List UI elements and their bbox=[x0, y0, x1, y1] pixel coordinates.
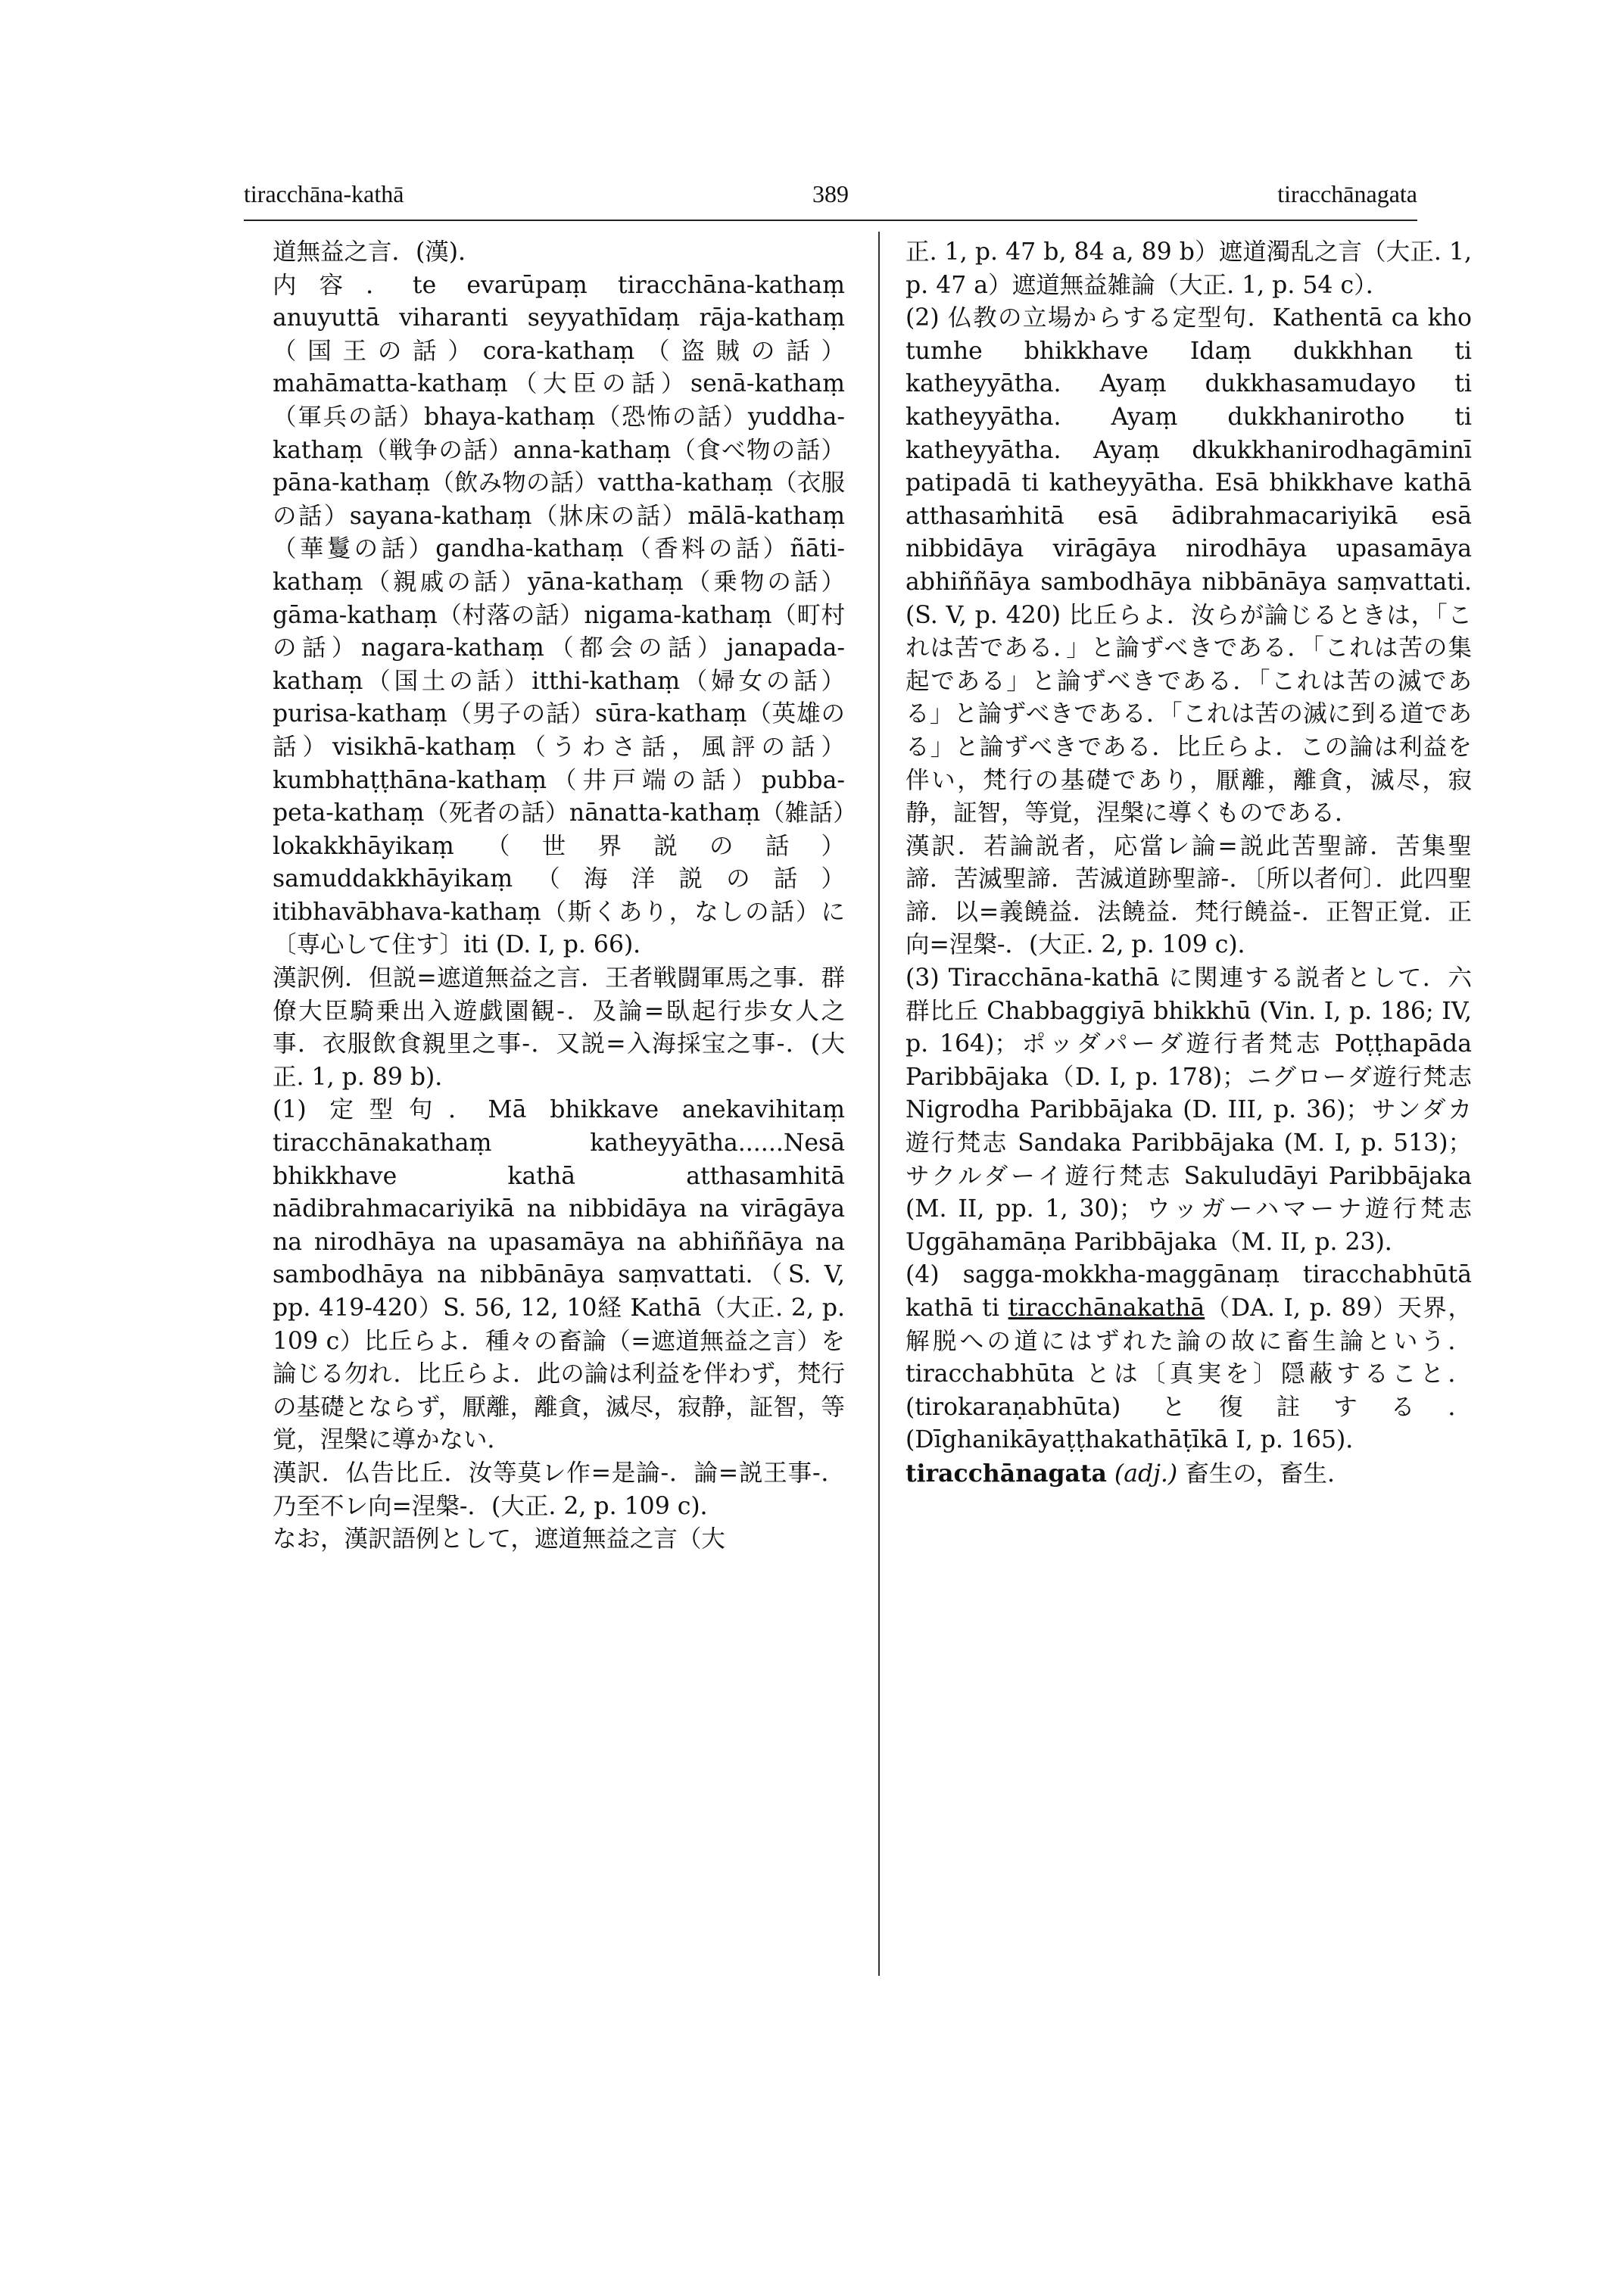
entry-gloss: 畜生の，畜生. bbox=[1185, 1460, 1336, 1488]
commentary-underlined-term: tiracchānakathā bbox=[1008, 1294, 1205, 1322]
column-divider bbox=[878, 232, 880, 1976]
right-paragraph-chinese-translation: 漢訳．若論説者，応當レ論=説此苦聖諦．苦集聖諦．苦滅聖諦．苦滅道跡聖諦-．〔所以者何〕．此四聖諦．以=義饒益．法饒益．梵行饒益-．正智正覚．正向=涅槃-．(大正. 2, p. 109 c)． bbox=[906, 832, 1472, 959]
entry-part-of-speech: (adj.) bbox=[1114, 1460, 1178, 1488]
commentary-text-after: （DA. I, p. 89）天界，解脱への道にはずれた論の故に畜生論という．tiracchabhūta とは〔真実を〕隠蔽すること．(tirokaraṇabhūta) と復註する．(Dīghanikāyaṭṭhakathāṭīkā I, p. 165)． bbox=[906, 1294, 1472, 1454]
left-paragraph-1: 道無益之言．(漢)． bbox=[273, 238, 482, 266]
left-column bbox=[273, 236, 845, 1556]
right-paragraph-commentary bbox=[906, 1259, 1472, 1457]
left-paragraph-chinese-example: 漢訳例．但説=遮道無益之言．王者戦闘軍馬之事．群僚大臣騎乗出入遊戯園観-．及論=臥起行歩女人之事．衣服飲食親里之事-．又説=入海採宝之事-．(大正. 1, p. 89 b)． bbox=[273, 964, 845, 1091]
left-paragraph-note: なお，漢訳語例として，遮道無益之言（大 bbox=[273, 1525, 725, 1553]
running-head-left-term: tiracchāna-kathā bbox=[244, 180, 404, 207]
right-paragraph-formula-2: (2) 仏教の立場からする定型句．Kathentā ca kho tumhe bhikkhave Idaṃ dukkhhan ti katheyyātha. Ayaṃ dukkhasamudayo ti katheyyātha. Ayaṃ dukkhanirotho ti katheyyātha. Ayaṃ dkukkhanirodhagāminī patipadā ti katheyyātha. Esā bhikkhave kathā atthasaṁhitā esā ādibrahmacariyikā esā nibbidāya virāgāya nirodhāya upasamāya abhiññāya sambodhāya nibbānāya saṃvattati. (S. V, p. 420) 比丘らよ．汝らが論じるときは，「これは苦である．」と論ずべきである．「これは苦の集起である」と論ずべきである．「これは苦の滅である」と論ずべきである．「これは苦の滅に到る道である」と論ずべきである．比丘らよ．この論は利益を伴い，梵行の基礎であり，厭離，離貪，滅尽，寂静，証智，等覚，涅槃に導くものである． bbox=[906, 304, 1472, 827]
next-entry bbox=[906, 1457, 1472, 1491]
right-paragraph-related-speakers: (3) Tiracchāna-kathā に関連する説者として．六群比丘 Chabbaggiyā bhikkhū (Vin. I, p. 186; IV, p. 164)；ポッダパーダ遊行者梵志 Poṭṭhapāda Paribbājaka（D. I, p. 178)；ニグローダ遊行梵志 Nigrodha Paribbājaka (D. III, p. 36)；サンダカ遊行梵志 Sandaka Paribbājaka (M. I, p. 513)；サクルダーイ遊行梵志 Sakuludāyi Paribbājaka (M. II, pp. 1, 30)；ウッガーハマーナ遊行梵志 Uggāhamāṇa Paribbājaka（M. II, p. 23)． bbox=[906, 964, 1472, 1256]
right-paragraph-continuation: 正. 1, p. 47 b, 84 a, 89 b）遮道濁乱之言（大正. 1, p. 47 a）遮道無益雑論（大正. 1, p. 54 c）． bbox=[906, 238, 1472, 299]
left-paragraph-chinese-translation: 漢訳．仏告比丘．汝等莫レ作=是論-．論=説王事-．乃至不レ向=涅槃-．(大正. 2, p. 109 c)． bbox=[273, 1459, 845, 1520]
page-number: 389 bbox=[812, 180, 849, 207]
running-head-right-term: tiracchānagata bbox=[1277, 180, 1417, 207]
running-head bbox=[244, 180, 1417, 213]
right-column bbox=[906, 236, 1472, 1491]
entry-headword: tiracchānagata bbox=[906, 1459, 1107, 1488]
commentary-text-before: (4) sagga-mokkha-maggānaṃ tiracchabhūtā kathā ti bbox=[906, 1261, 1472, 1322]
left-paragraph-contents: 内容．te evarūpaṃ tiracchāna-kathaṃ anuyuttā viharanti seyyathīdaṃ rāja-kathaṃ（国王の話）cora-kathaṃ（盗賊の話）mahāmatta-kathaṃ（大臣の話）senā-kathaṃ（軍兵の話）bhaya-kathaṃ（恐怖の話）yuddha-kathaṃ（戦争の話）anna-kathaṃ（食べ物の話）pāna-kathaṃ（飲み物の話）vattha-kathaṃ（衣服の話）sayana-kathaṃ（牀床の話）mālā-kathaṃ（華鬘の話）gandha-kathaṃ（香料の話）ñāti-kathaṃ（親戚の話）yāna-kathaṃ（乗物の話）gāma-kathaṃ（村落の話）nigama-kathaṃ（町村の話）nagara-kathaṃ（都会の話）janapada-kathaṃ（国土の話）itthi-kathaṃ（婦女の話）purisa-kathaṃ（男子の話）sūra-kathaṃ（英雄の話）visikhā-kathaṃ（うわさ話，風評の話）kumbhaṭṭhāna-kathaṃ（井戸端の話）pubba-peta-kathaṃ（死者の話）nānatta-kathaṃ（雑話）lokakkhāyikaṃ（世界説の話）samuddakkhāyikaṃ（海洋説の話）itibhavābhava-kathaṃ（斯くあり，なしの話）に〔専心して住す〕iti (D. I, p. 66)． bbox=[273, 271, 845, 959]
header-rule bbox=[244, 220, 1417, 221]
left-paragraph-formula-1: (1) 定型句．Mā bhikkave anekavihitaṃ tiracchānakathaṃ katheyyātha......Nesā bhikkhave kathā atthasamhitā nādibrahmacariyikā na nibbidāya na virāgāya na nirodhāya na upasamāya na abhiññāya na sambodhāya na nibbānāya saṃvattati.（S. V, pp. 419-420）S. 56, 12, 10経 Kathā（大正. 2, p. 109 c）比丘らよ．種々の畜論（=遮道無益之言）を論じる勿れ．比丘らよ．此の論は利益を伴わず，梵行の基礎とならず，厭離，離貪，滅尽，寂静，証智，等覚，涅槃に導かない． bbox=[273, 1096, 845, 1454]
